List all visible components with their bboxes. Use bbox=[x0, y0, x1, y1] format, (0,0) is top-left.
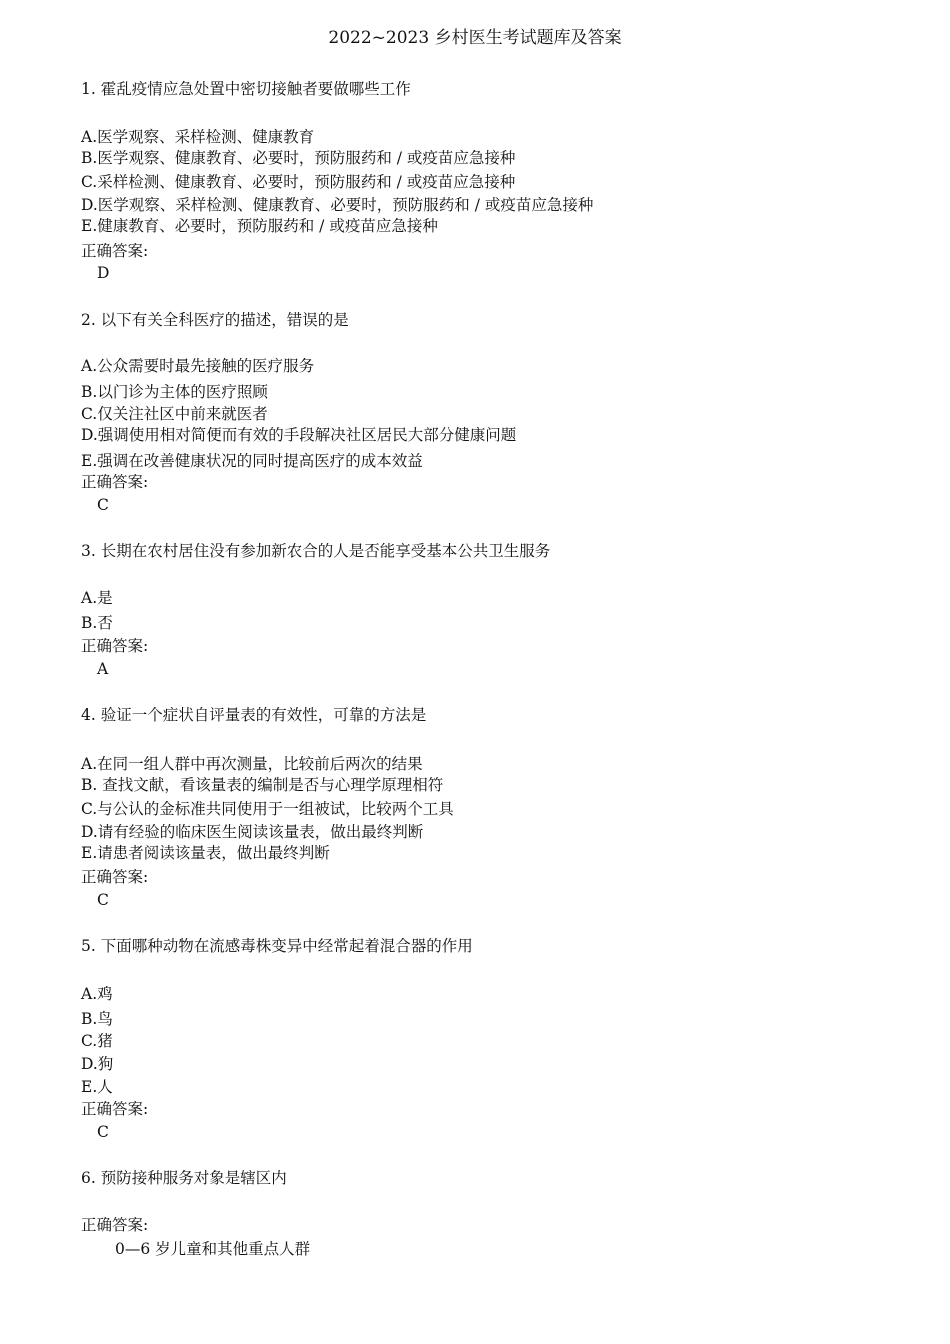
question-2-option-b: B.以门诊为主体的医疗照顾 bbox=[81, 383, 268, 401]
question-1-option-d: D.医学观察、采样检测、健康教育、必要时，预防服药和 / 或疫苗应急接种 bbox=[81, 196, 594, 214]
question-5-answer: C bbox=[97, 1123, 109, 1141]
question-5-option-b: B.鸟 bbox=[81, 1010, 113, 1028]
question-6-answer-label: 正确答案: bbox=[81, 1216, 149, 1234]
question-2-stem: 2. 以下有关全科医疗的描述，错误的是 bbox=[81, 311, 349, 329]
question-1-stem: 1. 霍乱疫情应急处置中密切接触者要做哪些工作 bbox=[81, 80, 411, 98]
question-3-option-b: B.否 bbox=[81, 614, 113, 632]
question-1-option-a: A.医学观察、采样检测、健康教育 bbox=[81, 128, 315, 146]
question-3-option-a: A.是 bbox=[81, 589, 113, 607]
question-3-answer: A bbox=[97, 660, 109, 678]
question-6-answer: 0—6 岁儿童和其他重点人群 bbox=[115, 1240, 311, 1258]
question-4-option-e: E.请患者阅读该量表，做出最终判断 bbox=[81, 844, 330, 862]
question-4-stem: 4. 验证一个症状自评量表的有效性，可靠的方法是 bbox=[81, 706, 427, 724]
document-title: 2022~2023 乡村医生考试题库及答案 bbox=[328, 28, 622, 48]
question-4-option-c: C.与公认的金标准共同使用于一组被试，比较两个工具 bbox=[81, 800, 454, 818]
question-5-stem: 5. 下面哪种动物在流感毒株变异中经常起着混合器的作用 bbox=[81, 937, 473, 955]
question-4-option-b: B. 查找文献，看该量表的编制是否与心理学原理相符 bbox=[81, 776, 444, 794]
question-5-option-a: A.鸡 bbox=[81, 985, 113, 1003]
question-2-option-e: E.强调在改善健康状况的同时提高医疗的成本效益 bbox=[81, 452, 423, 470]
question-2-answer-label: 正确答案: bbox=[81, 473, 149, 491]
question-2-answer: C bbox=[97, 496, 109, 514]
question-3-answer-label: 正确答案: bbox=[81, 637, 149, 655]
question-1-answer-label: 正确答案: bbox=[81, 242, 149, 260]
question-6-stem: 6. 预防接种服务对象是辖区内 bbox=[81, 1169, 287, 1187]
question-1-option-b: B.医学观察、健康教育、必要时，预防服药和 / 或疫苗应急接种 bbox=[81, 149, 516, 167]
question-4-option-a: A.在同一组人群中再次测量，比较前后两次的结果 bbox=[81, 755, 423, 773]
question-4-answer-label: 正确答案: bbox=[81, 868, 149, 886]
question-4-option-d: D.请有经验的临床医生阅读该量表，做出最终判断 bbox=[81, 823, 424, 841]
question-5-option-c: C.猪 bbox=[81, 1032, 113, 1050]
question-5-option-d: D.狗 bbox=[81, 1055, 114, 1073]
question-2-option-a: A.公众需要时最先接触的医疗服务 bbox=[81, 357, 315, 375]
question-2-option-c: C.仅关注社区中前来就医者 bbox=[81, 405, 268, 423]
question-4-answer: C bbox=[97, 891, 109, 909]
question-1-option-c: C.采样检测、健康教育、必要时，预防服药和 / 或疫苗应急接种 bbox=[81, 173, 516, 191]
question-2-option-d: D.强调使用相对简便而有效的手段解决社区居民大部分健康问题 bbox=[81, 426, 517, 444]
question-1-option-e: E.健康教育、必要时，预防服药和 / 或疫苗应急接种 bbox=[81, 217, 438, 235]
question-5-answer-label: 正确答案: bbox=[81, 1100, 149, 1118]
question-5-option-e: E.人 bbox=[81, 1078, 113, 1096]
question-3-stem: 3. 长期在农村居住没有参加新农合的人是否能享受基本公共卫生服务 bbox=[81, 542, 551, 560]
question-1-answer: D bbox=[97, 264, 110, 282]
